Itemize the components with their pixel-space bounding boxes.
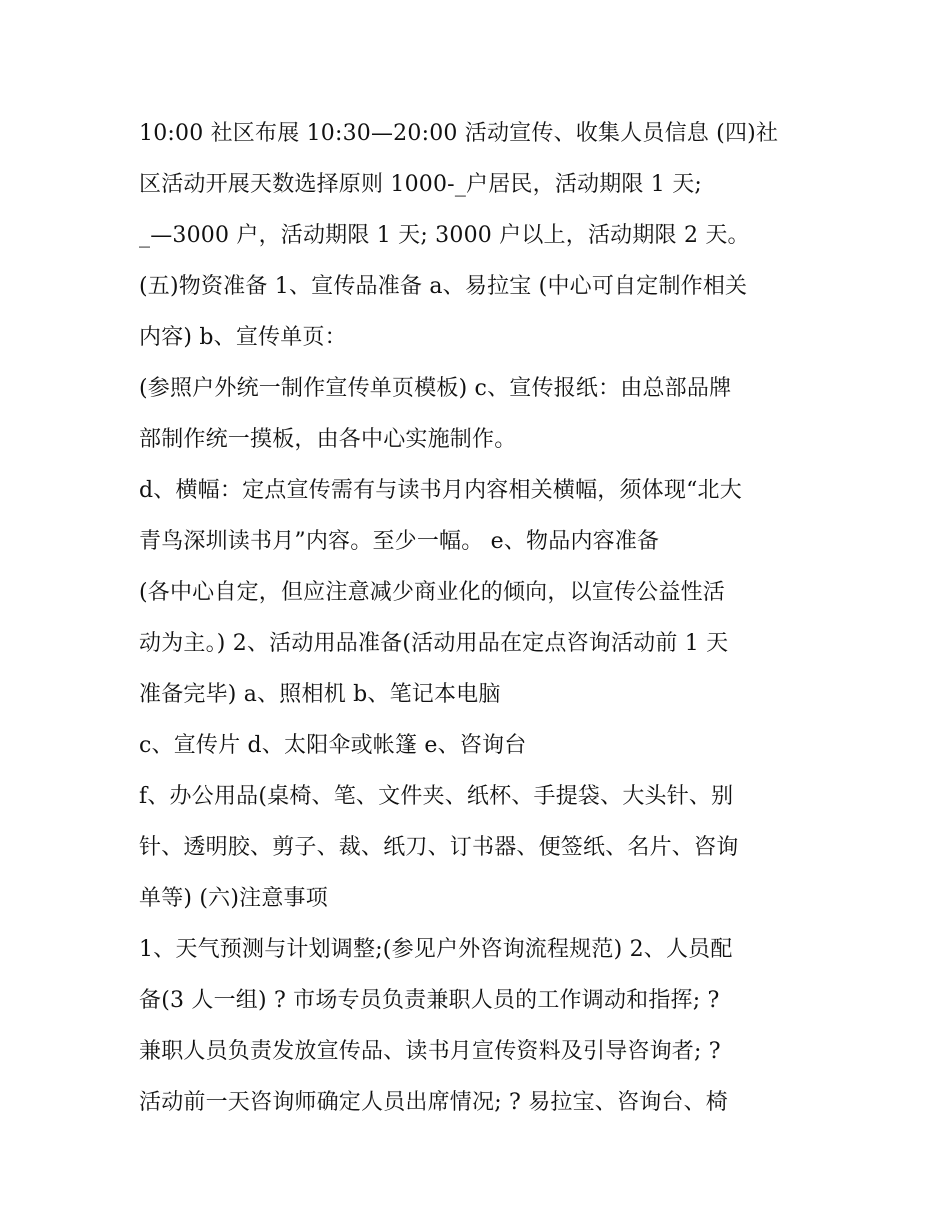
text-line: 针、透明胶、剪子、裁、纸刀、订书器、便签纸、名片、咨询: [139, 835, 739, 860]
text-line: 单等) (六)注意事项: [139, 886, 328, 911]
text-line: 备(3 人一组) ? 市场专员负责兼职人员的工作调动和指挥; ?: [139, 988, 720, 1013]
text-line: 活动前一天咨询师确定人员出席情况; ? 易拉宝、咨询台、椅: [139, 1090, 728, 1115]
text-line: _—3000 户，活动期限 1 天; 3000 户以上，活动期限 2 天。: [139, 223, 750, 248]
text-line: c、宣传片 d、太阳伞或帐篷 e、咨询台: [139, 733, 527, 758]
text-line: (参照户外统一制作宣传单页模板) c、宣传报纸：由总部品牌: [139, 376, 732, 401]
text-line: 兼职人员负责发放宣传品、读书月宣传资料及引导咨询者; ?: [139, 1039, 721, 1064]
text-line: 动为主。) 2、活动用品准备(活动用品在定点咨询活动前 1 天: [139, 631, 729, 656]
text-line: 青鸟深圳读书月”内容。至少一幅。 e、物品内容准备: [139, 529, 660, 554]
text-line: 10:00 社区布展 10:30—20:00 活动宣传、收集人员信息 (四)社: [139, 121, 779, 146]
text-line: 区活动开展天数选择原则 1000-_户居民，活动期限 1 天;: [139, 172, 703, 197]
text-line: (五)物资准备 1、宣传品准备 a、易拉宝 (中心可自定制作相关: [139, 274, 748, 299]
text-line: (各中心自定，但应注意减少商业化的倾向，以宣传公益性活: [139, 580, 725, 605]
document-body: [139, 108, 839, 1128]
text-line: 1、天气预测与计划调整;(参见户外咨询流程规范) 2、人员配: [139, 937, 733, 962]
text-line: 准备完毕) a、照相机 b、笔记本电脑: [139, 682, 501, 707]
text-line: d、横幅：定点宣传需有与读书月内容相关横幅，须体现“北大: [139, 478, 742, 503]
text-line: 内容) b、宣传单页：: [139, 325, 347, 350]
text-line: 部制作统一摸板，由各中心实施制作。: [139, 427, 517, 452]
text-line: f、办公用品(桌椅、笔、文件夹、纸杯、手提袋、大头针、别: [139, 784, 734, 809]
